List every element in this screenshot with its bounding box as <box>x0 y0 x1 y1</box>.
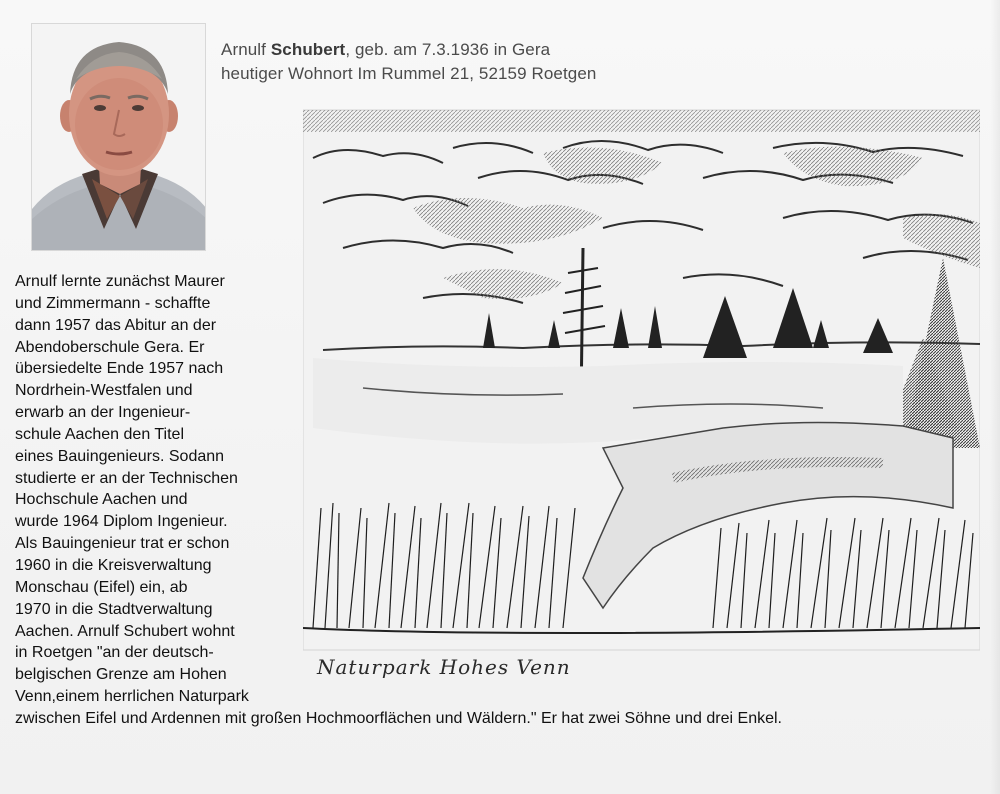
page-edge-shadow <box>990 0 1000 794</box>
bio-line: dann 1957 das Abitur an der <box>15 316 217 334</box>
bio-line: Monschau (Eifel) ein, ab <box>15 578 188 596</box>
bio-line: Als Bauingenieur trat er schon <box>15 535 230 553</box>
bio-line: übersiedelte Ende 1957 nach <box>15 360 224 378</box>
bio-line: studierte er an der Technischen <box>15 469 238 487</box>
bio-line: Venn,einem herrlichen Naturpark <box>15 688 249 706</box>
bio-line: Hochschule Aachen und <box>15 491 188 509</box>
bio-line: erwarb an der Ingenieur- <box>15 404 191 422</box>
drawing-caption: Naturpark Hohes Venn <box>317 655 571 679</box>
bio-line: schule Aachen den Titel <box>15 425 185 443</box>
bio-line: Nordrhein-Westfalen und <box>15 382 193 400</box>
bio-line: 1960 in die Kreisverwaltung <box>15 556 212 574</box>
header-block <box>221 38 596 86</box>
bio-line: eines Bauingenieurs. Sodann <box>15 447 225 465</box>
name-prefix: Arnulf <box>221 40 271 59</box>
name-line <box>221 38 596 62</box>
biography-text <box>15 271 782 730</box>
bio-line: Abendoberschule Gera. Er <box>15 338 205 356</box>
birth-info: , geb. am 7.3.1936 in Gera <box>345 40 551 59</box>
bio-line: 1970 in die Stadtverwaltung <box>15 600 213 618</box>
bio-line: wurde 1964 Diplom Ingenieur. <box>15 513 228 531</box>
bio-line-final: zwischen Eifel und Ardennen mit großen Hochmoorflächen und Wäldern." Er hat zwei Söhne und drei Enkel. <box>15 709 782 727</box>
portrait-photo <box>31 23 206 251</box>
bio-line: Aachen. Arnulf Schubert wohnt <box>15 622 235 640</box>
name-bold: Schubert <box>270 40 346 59</box>
residence-line: heutiger Wohnort Im Rummel 21, 52159 Roetgen <box>221 64 597 83</box>
bio-line: in Roetgen "an der deutsch- <box>15 644 214 662</box>
bio-line: Arnulf lernte zunächst Maurer <box>15 273 225 290</box>
bio-line: und Zimmermann - schaffte <box>15 294 211 312</box>
portrait-illustration <box>32 24 206 251</box>
bio-line: belgischen Grenze am Hohen <box>15 666 227 684</box>
